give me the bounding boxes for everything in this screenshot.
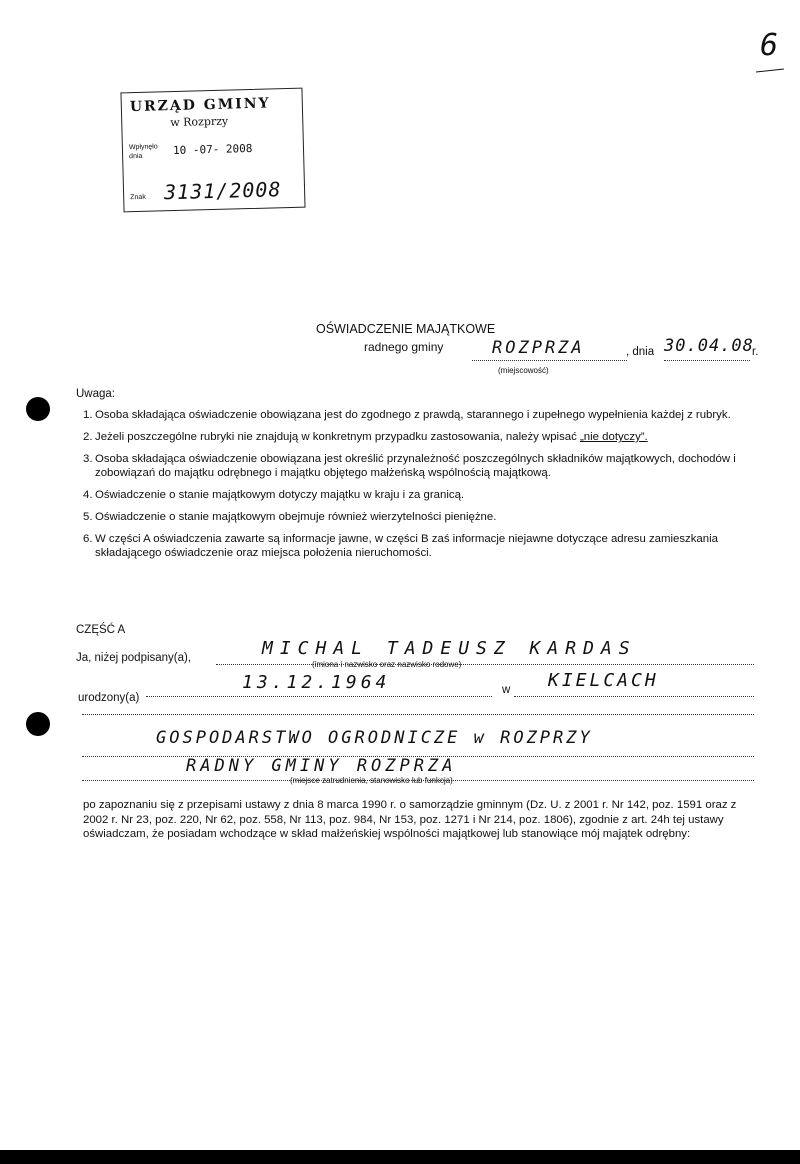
birth-date-field (146, 672, 492, 697)
signer-label: Ja, niżej podpisany(a), (76, 652, 192, 664)
document-title: OŚWIADCZENIE MAJĄTKOWE (316, 322, 496, 336)
page-number: 6 (760, 28, 779, 63)
birth-place-field (514, 670, 754, 697)
notice-heading: Uwaga: (76, 388, 115, 400)
part-a-heading: CZĘŚĆ A (76, 624, 126, 636)
signer-field (216, 638, 754, 665)
page-number-underline (756, 69, 784, 73)
stamp-office: URZĄD GMINY (129, 95, 271, 116)
scan-edge (0, 1150, 800, 1164)
statement-paragraph: po zapoznaniu się z przepisami ustawy z dnia 8 marca 1990 r. o samorządzie gminnym (Dz. U. z 2001 r. Nr 142, poz. 1591 oraz z 2002 r. Nr 23, poz. 220, Nr 62, poz. 558, Nr 113, poz. 984, Nr 153, poz. 1271 i Nr 214, poz. 1806), zgodnie z art. 24h tej ustawy oświadczam, że posiadam wchodzące w skład małżeńskiej wspólności majątkowej lub stanowiące mój majątek odrębny: (83, 799, 737, 840)
signer-name-value: MICHAL TADEUSZ KARDAS (262, 638, 637, 659)
employment-caption: (miejsce zatrudnienia, stanowisko lub funkcja) (290, 776, 453, 785)
blank-line (82, 698, 754, 715)
list-item: 3. Osoba składająca oświadczenie obowiązana jest określić przynależność poszczególnych składników majątkowych, dochodów i zobowiązań do majątku odrębnego i majątku objętego małżeńską wspólnością majątkową. (83, 453, 736, 479)
date-label: , dnia (626, 346, 655, 358)
punch-hole-bottom (26, 712, 50, 736)
list-item: 2. Jeżeli poszczególne rubryki nie znajdują w konkretnym przypadku zastosowania, należy wpisać „nie dotyczy”. (83, 431, 648, 443)
punch-hole-top (26, 397, 50, 421)
date-value: 30.04.08 (664, 336, 754, 356)
employment-value-2: RADNY GMINY ROZPRZA (186, 756, 457, 776)
born-in-label: w (502, 684, 511, 696)
list-item: 6. W części A oświadczenia zawarte są informacje jawne, w części B zaś informacje niejawne dotyczące adresu zamieszkania składającego oświadczenie oraz miejsca położenia nieruchomości. (83, 533, 718, 559)
place-field (472, 338, 627, 361)
employment-value-1: GOSPODARSTWO OGRODNICZE w ROZPRZY (156, 728, 593, 748)
list-item: 4. Oświadczenie o stanie majątkowym dotyczy majątku w kraju i za granicą. (83, 489, 465, 501)
birth-place-value: KIELCACH (548, 670, 659, 691)
birth-date-value: 13.12.1964 (242, 672, 391, 693)
employment-line-1 (82, 728, 754, 757)
born-label: urodzony(a) (78, 692, 140, 704)
list-item: 5. Oświadczenie o stanie majątkowym obejmuje również wierzytelności pieniężne. (83, 511, 497, 523)
stamp-received-label: Wpłynęło dnia (128, 143, 158, 161)
stamp-ref-label: Znak (130, 193, 146, 202)
list-item: 1. Osoba składająca oświadczenie obowiązana jest do zgodnego z prawdą, starannego i zupełnego wypełnienia każdej z rubryk. (83, 409, 731, 421)
date-suffix: r. (752, 346, 759, 358)
document-subtitle: radnego gminy (364, 340, 444, 354)
place-caption: (miejscowość) (498, 366, 549, 375)
notice-list (83, 408, 758, 568)
place-value: ROZPRZA (492, 338, 585, 358)
registry-stamp (120, 88, 305, 213)
emphasis-text: „nie dotyczy”. (579, 431, 648, 443)
stamp-ref-number: 3131/2008 (163, 177, 282, 205)
signer-caption: (imiona i nazwisko oraz nazwisko rodowe) (312, 660, 462, 669)
stamp-received-date: 10 -07- 2008 (172, 141, 253, 158)
date-field (664, 336, 754, 361)
stamp-place: w Rozprzy (170, 114, 229, 130)
